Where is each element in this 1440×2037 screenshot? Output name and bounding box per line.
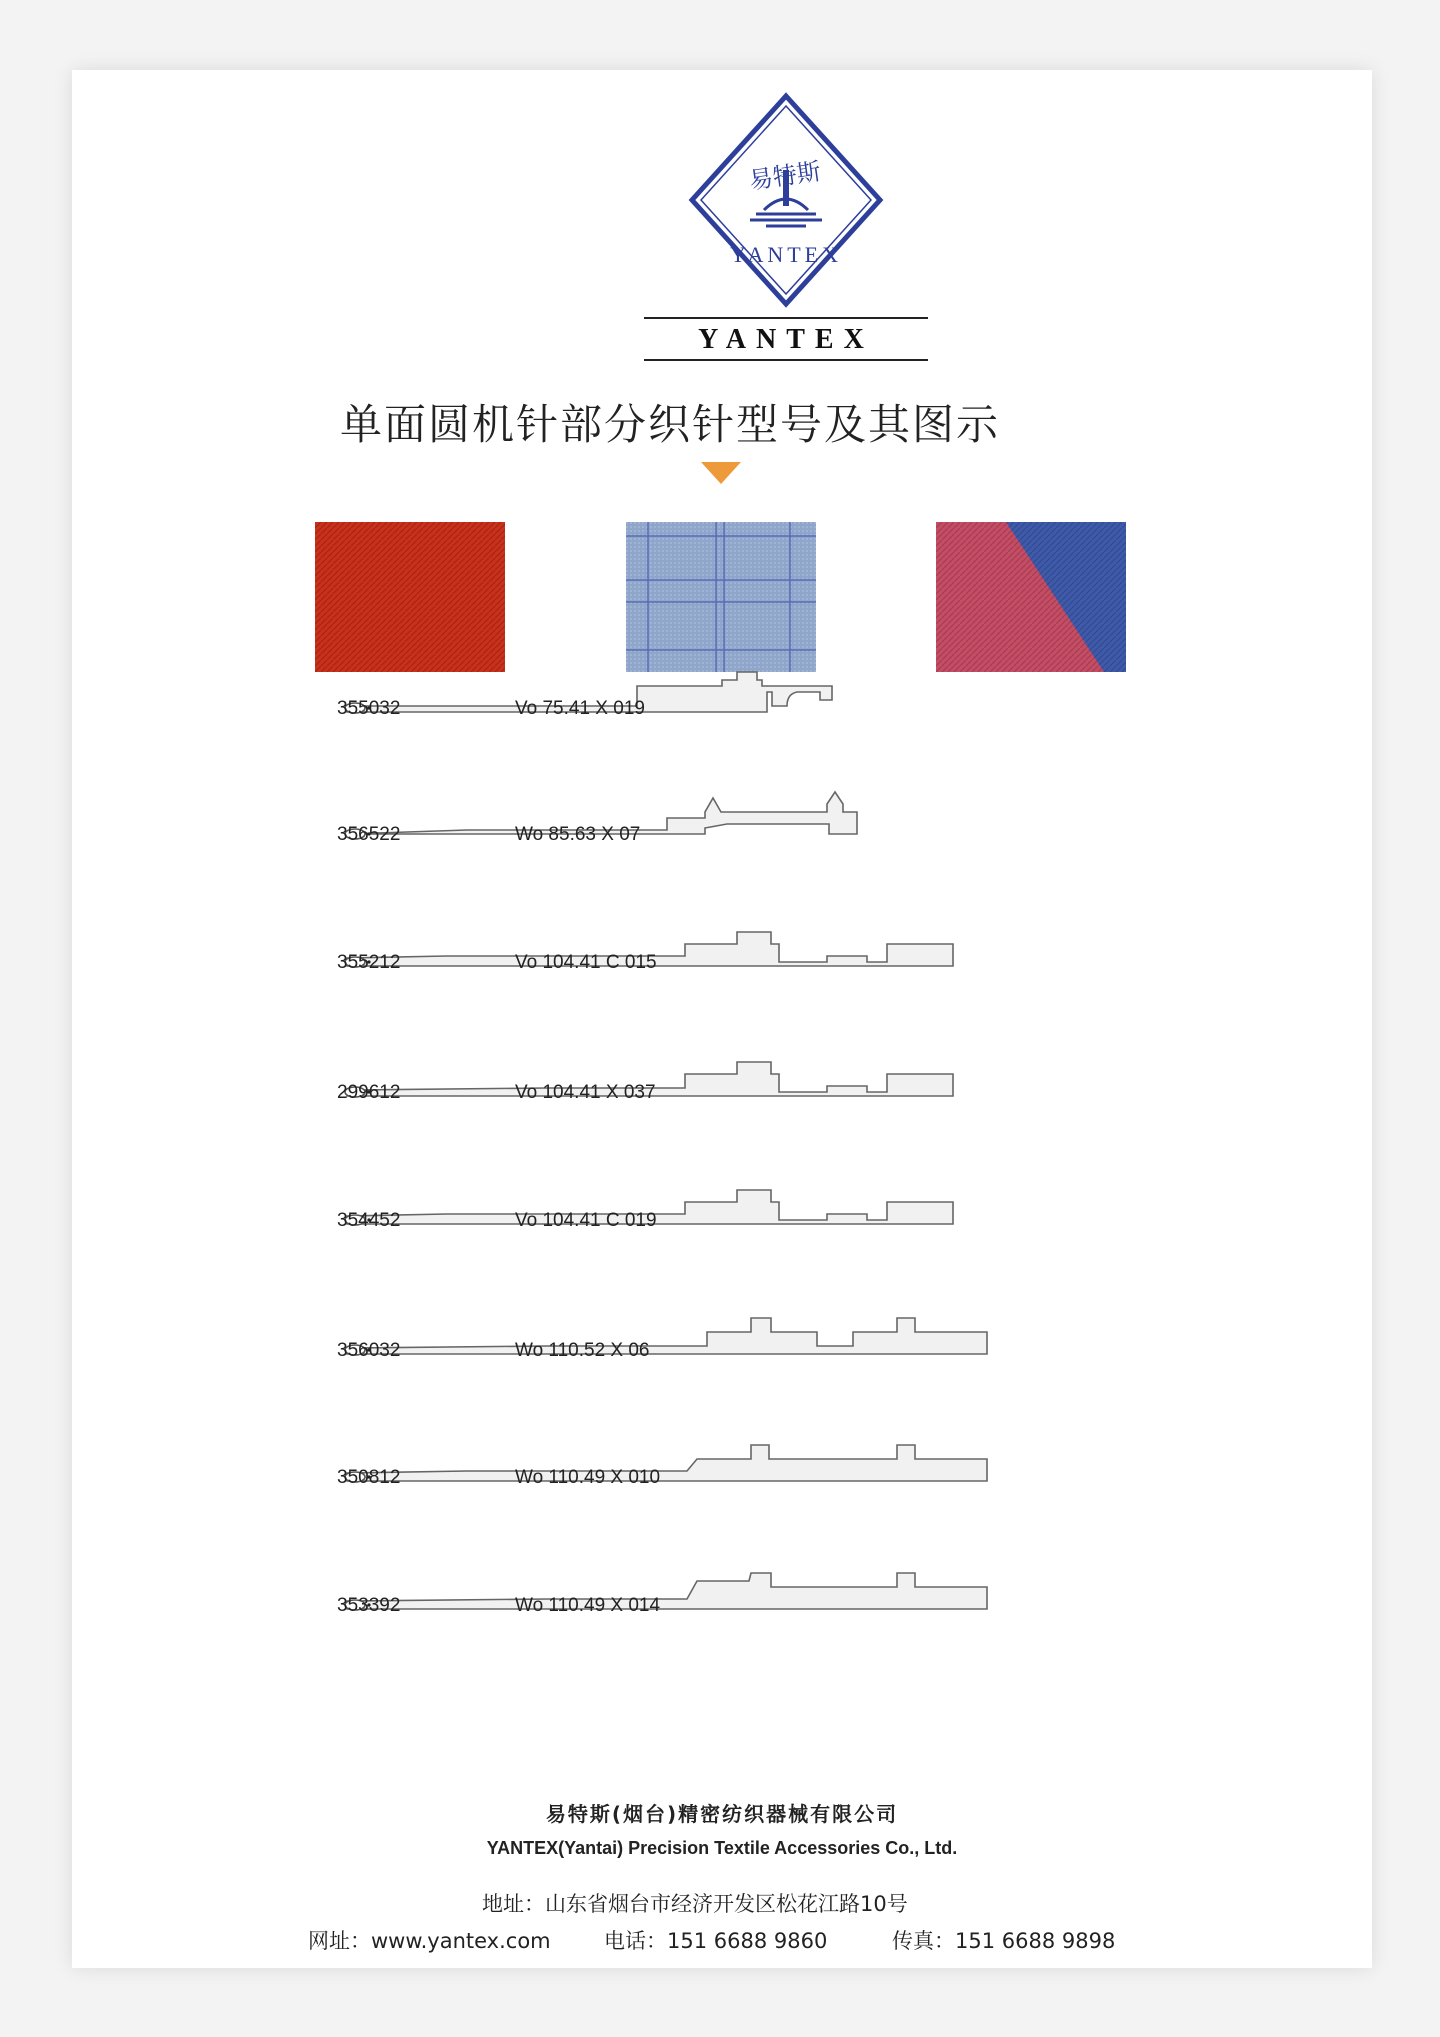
logo-cn-text: 易特斯: [747, 157, 823, 195]
needle-code: 355032: [337, 698, 401, 719]
needle-drawing: [337, 1553, 997, 1623]
page-title: 单面圆机针部分织针型号及其图示: [340, 400, 1001, 449]
logo-wordmark: YANTEX: [698, 324, 874, 355]
needle-drawing: [337, 1425, 997, 1495]
needle-row: [337, 666, 1137, 766]
needle-row: [337, 1050, 1137, 1150]
website-link[interactable]: 网址：www.yantex.com: [308, 1929, 551, 1953]
needle-model: Wo 110.52 X 06: [515, 1340, 650, 1361]
company-name-cn: 易特斯(烟台)精密纺织器械有限公司: [545, 1802, 899, 1826]
needle-code: 350812: [337, 1467, 401, 1488]
needle-row: [337, 1435, 1137, 1535]
needle-row: [337, 1563, 1137, 1663]
needle-row: [337, 792, 1137, 892]
blue-check-swatch: [626, 522, 816, 672]
needle-drawing: [337, 1040, 997, 1110]
catalog-page: [72, 70, 1372, 1968]
needle-code: 355212: [337, 952, 401, 973]
needle-model: Vo 104.41 C 015: [515, 952, 657, 973]
needle-shape: [347, 1445, 987, 1481]
fax-number: 传真：151 6688 9898: [892, 1929, 1116, 1953]
needle-model: Vo 75.41 X 019: [515, 698, 645, 719]
phone-number: 电话：151 6688 9860: [604, 1929, 828, 1953]
needle-shape: [347, 1318, 987, 1354]
needle-code: 356032: [337, 1340, 401, 1361]
needle-code: 356522: [337, 824, 401, 845]
needle-drawing: [337, 656, 997, 726]
needle-shape: [347, 1573, 987, 1609]
needle-drawing: [337, 1168, 997, 1238]
needle-code: 299612: [337, 1082, 401, 1103]
needle-code: 354452: [337, 1210, 401, 1231]
down-triangle-icon: [701, 462, 741, 484]
needle-drawing: [337, 910, 997, 980]
needle-model: Vo 104.41 C 019: [515, 1210, 657, 1231]
needle-row: [337, 1178, 1137, 1278]
yantex-logo: [640, 92, 932, 376]
needle-model: Wo 110.49 X 014: [515, 1595, 661, 1616]
needle-row: [337, 1308, 1137, 1408]
needle-drawing: [337, 782, 997, 852]
logo-en-diamond-text: YANTEX: [730, 242, 842, 267]
address: 地址：山东省烟台市经济开发区松花江路10号: [482, 1892, 908, 1916]
needle-model: Wo 85.63 X 07: [515, 824, 641, 845]
needle-drawing: [337, 1298, 997, 1368]
needle-row: [337, 920, 1137, 1020]
company-name-en: YANTEX(Yantai) Precision Textile Accessories Co., Ltd.: [486, 1838, 958, 1858]
pink-blue-swatch: [936, 522, 1126, 672]
red-knit-swatch: [315, 522, 505, 672]
needle-model: Wo 110.49 X 010: [515, 1467, 661, 1488]
needle-code: 353392: [337, 1595, 401, 1616]
needle-model: Vo 104.41 X 037: [515, 1082, 656, 1103]
